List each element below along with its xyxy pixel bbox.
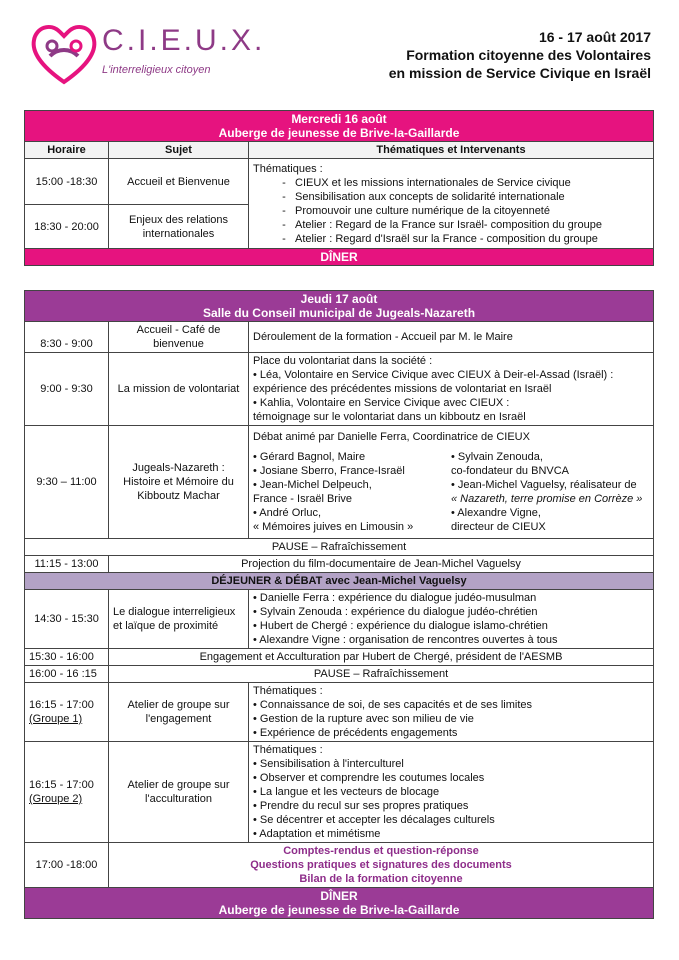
logo-tagline: L'interreligieux citoyen xyxy=(102,64,211,76)
list-item: • Adaptation et mimétisme xyxy=(253,828,381,840)
table-row-time: 16:15 - 17:00 xyxy=(29,699,94,711)
debat-intro: Débat animé par Danielle Ferra, Coordinatrice de CIEUX xyxy=(253,431,530,443)
header-title-line2: en mission de Service Civique en Israël xyxy=(388,65,651,81)
table-row-time: 8:30 - 9:00 xyxy=(25,322,109,353)
header-title-block xyxy=(389,28,651,82)
table-row-time: 9:00 - 9:30 xyxy=(25,353,109,426)
table-row-detail: Engagement et Acculturation par Hubert de Chergé, président de l'AESMB xyxy=(109,649,654,666)
page-header xyxy=(0,0,679,100)
themes-intro: Thématiques : xyxy=(253,744,323,756)
day2-band xyxy=(25,291,654,322)
pause-row: PAUSE – Rafraîchissement xyxy=(25,539,654,556)
list-item: directeur de CIEUX xyxy=(451,521,546,533)
table-row-subject: Accueil - Café de bienvenue xyxy=(109,322,249,353)
bilan-line: Comptes-rendus et question-réponse xyxy=(283,845,479,857)
diner-venue: Auberge de jeunesse de Brive-la-Gaillarde xyxy=(218,903,460,917)
debat-columns xyxy=(253,450,649,534)
table-row-detail: Projection du film-documentaire de Jean-Michel Vaguelsy xyxy=(109,556,654,573)
group-label: (Groupe 2) xyxy=(29,793,83,805)
list-item: • Observer et comprendre les coutumes locales xyxy=(253,772,485,784)
list-item: - CIEUX et les missions internationales de Service civique xyxy=(253,176,649,190)
table-row-time: 16:15 - 17:00 xyxy=(29,779,94,791)
list-item: - Atelier : Regard de la France sur Israël- composition du groupe xyxy=(253,218,649,232)
volontariat-cell xyxy=(249,353,654,426)
list-item: • Prendre du recul sur ses propres pratiques xyxy=(253,800,469,812)
bilan-line: Questions pratiques et signatures des documents xyxy=(250,859,512,871)
debat-left xyxy=(253,450,451,534)
list-item: • Se décentrer et accepter les décalages culturels xyxy=(253,814,495,826)
list-item: • Sylvain Zenouda, xyxy=(451,451,543,463)
day2-table xyxy=(24,290,654,919)
list-item: • Jean-Michel Delpeuch, xyxy=(253,479,372,491)
table-row-subject: Atelier de groupe sur l'engagement xyxy=(109,683,249,742)
lunch-band: DÉJEUNER & DÉBAT avec Jean-Michel Vaguelsy xyxy=(25,573,654,590)
cieux-logo xyxy=(28,18,266,90)
day1-diner: DÎNER xyxy=(25,249,654,266)
header-dates: 16 - 17 août 2017 xyxy=(538,29,651,45)
list-item: - Atelier : Regard d'Israël sur la France - composition du groupe xyxy=(253,232,649,246)
table-row-time: 11:15 - 13:00 xyxy=(25,556,109,573)
day1-date: Mercredi 16 août xyxy=(291,112,387,126)
group1-themes-cell xyxy=(249,683,654,742)
table-row-time: 17:00 -18:00 xyxy=(25,843,109,888)
list-item: • La langue et les vecteurs de blocage xyxy=(253,786,440,798)
list-item: - Sensibilisation aux concepts de solidarité internationale xyxy=(253,190,649,204)
list-item: • Josiane Sberro, France-Israël xyxy=(253,465,405,477)
group2-themes-cell xyxy=(249,742,654,843)
day2-venue: Salle du Conseil municipal de Jugeals-Nazareth xyxy=(202,306,476,320)
diner-label: DÎNER xyxy=(320,889,358,903)
debat-cell xyxy=(249,426,654,539)
list-item: • Alexandre Vigne : organisation de rencontres ouvertes à tous xyxy=(253,634,558,646)
list-item: • Expérience de précédents engagements xyxy=(253,727,458,739)
list-item: co-fondateur du BNVCA xyxy=(451,465,570,477)
text-line: expérience des précédentes missions de volontariat en Israël xyxy=(253,383,552,395)
table-row-subject: Jugeals-Nazareth : Histoire et Mémoire du Kibboutz Machar xyxy=(109,426,249,539)
group1-time-cell xyxy=(25,683,109,742)
list-item: • Connaissance de soi, de ses capacités et de ses limites xyxy=(253,699,532,711)
list-item: « Nazareth, terre promise en Corrèze » xyxy=(451,493,643,505)
day1-themes-cell xyxy=(249,159,654,249)
list-item: « Mémoires juives en Limousin » xyxy=(253,521,414,533)
table-row-subject: Le dialogue interreligieux et laïque de proximité xyxy=(109,590,249,649)
day1-venue: Auberge de jeunesse de Brive-la-Gaillarde xyxy=(218,126,460,140)
col-themes: Thématiques et Intervenants xyxy=(249,142,654,159)
list-item: • Hubert de Chergé : expérience du dialogue islamo-chrétien xyxy=(253,620,548,632)
day2-diner xyxy=(25,888,654,919)
group2-time-cell xyxy=(25,742,109,843)
list-item: • Gérard Bagnol, Maire xyxy=(253,451,366,463)
list-item: • Sensibilisation à l'interculturel xyxy=(253,758,404,770)
list-item: - Promouvoir une culture numérique de la citoyenneté xyxy=(253,204,649,218)
text-line: • Léa, Volontaire en Service Civique avec CIEUX à Deir-el-Assad (Israël) : xyxy=(253,369,614,381)
text-line: témoignage sur le volontariat dans un kibboutz en Israël xyxy=(253,411,526,423)
table-row-time: 18:30 - 20:00 xyxy=(25,205,109,249)
day2-date: Jeudi 17 août xyxy=(300,292,378,306)
bilan-cell xyxy=(109,843,654,888)
table-row-subject: Enjeux des relations internationales xyxy=(109,205,249,249)
day1-band xyxy=(25,111,654,142)
dialogue-cell xyxy=(249,590,654,649)
col-sujet: Sujet xyxy=(109,142,249,159)
text-line: • Kahlia, Volontaire en Service Civique avec CIEUX : xyxy=(253,397,510,409)
text-line: Place du volontariat dans la société : xyxy=(253,355,433,367)
table-row-subject: La mission de volontariat xyxy=(109,353,249,426)
heart-logo-icon xyxy=(28,18,100,90)
group-label: (Groupe 1) xyxy=(29,713,83,725)
debat-right xyxy=(451,450,649,534)
themes-list xyxy=(253,176,649,246)
table-row-detail: Déroulement de la formation - Accueil par M. le Maire xyxy=(249,322,654,353)
list-item: • Alexandre Vigne, xyxy=(451,507,541,519)
themes-intro: Thématiques : xyxy=(253,162,323,175)
table-row-time: 15:30 - 16:00 xyxy=(25,649,109,666)
logo-word: C.I.E.U.X. xyxy=(102,24,266,57)
table-row-detail: PAUSE – Rafraîchissement xyxy=(109,666,654,683)
day1-table xyxy=(24,110,654,266)
table-row-time: 9:30 – 11:00 xyxy=(25,426,109,539)
col-horaire: Horaire xyxy=(25,142,109,159)
table-row-subject: Atelier de groupe sur l'acculturation xyxy=(109,742,249,843)
table-row-subject: Accueil et Bienvenue xyxy=(109,159,249,205)
table-row-time: 15:00 -18:30 xyxy=(25,159,109,205)
bilan-line: Bilan de la formation citoyenne xyxy=(299,873,463,885)
table-row-time: 14:30 - 15:30 xyxy=(25,590,109,649)
list-item: • Gestion de la rupture avec son milieu de vie xyxy=(253,713,474,725)
list-item: • Jean-Michel Vaguelsy, réalisateur de xyxy=(451,479,637,491)
themes-intro: Thématiques : xyxy=(253,685,323,697)
list-item: • André Orluc, xyxy=(253,507,322,519)
list-item: France - Israël Brive xyxy=(253,493,353,505)
list-item: • Sylvain Zenouda : expérience du dialogue judéo-chrétien xyxy=(253,606,538,618)
header-title-line1: Formation citoyenne des Volontaires xyxy=(406,47,651,63)
table-row-time: 16:00 - 16 :15 xyxy=(25,666,109,683)
list-item: • Danielle Ferra : expérience du dialogue judéo-musulman xyxy=(253,592,537,604)
